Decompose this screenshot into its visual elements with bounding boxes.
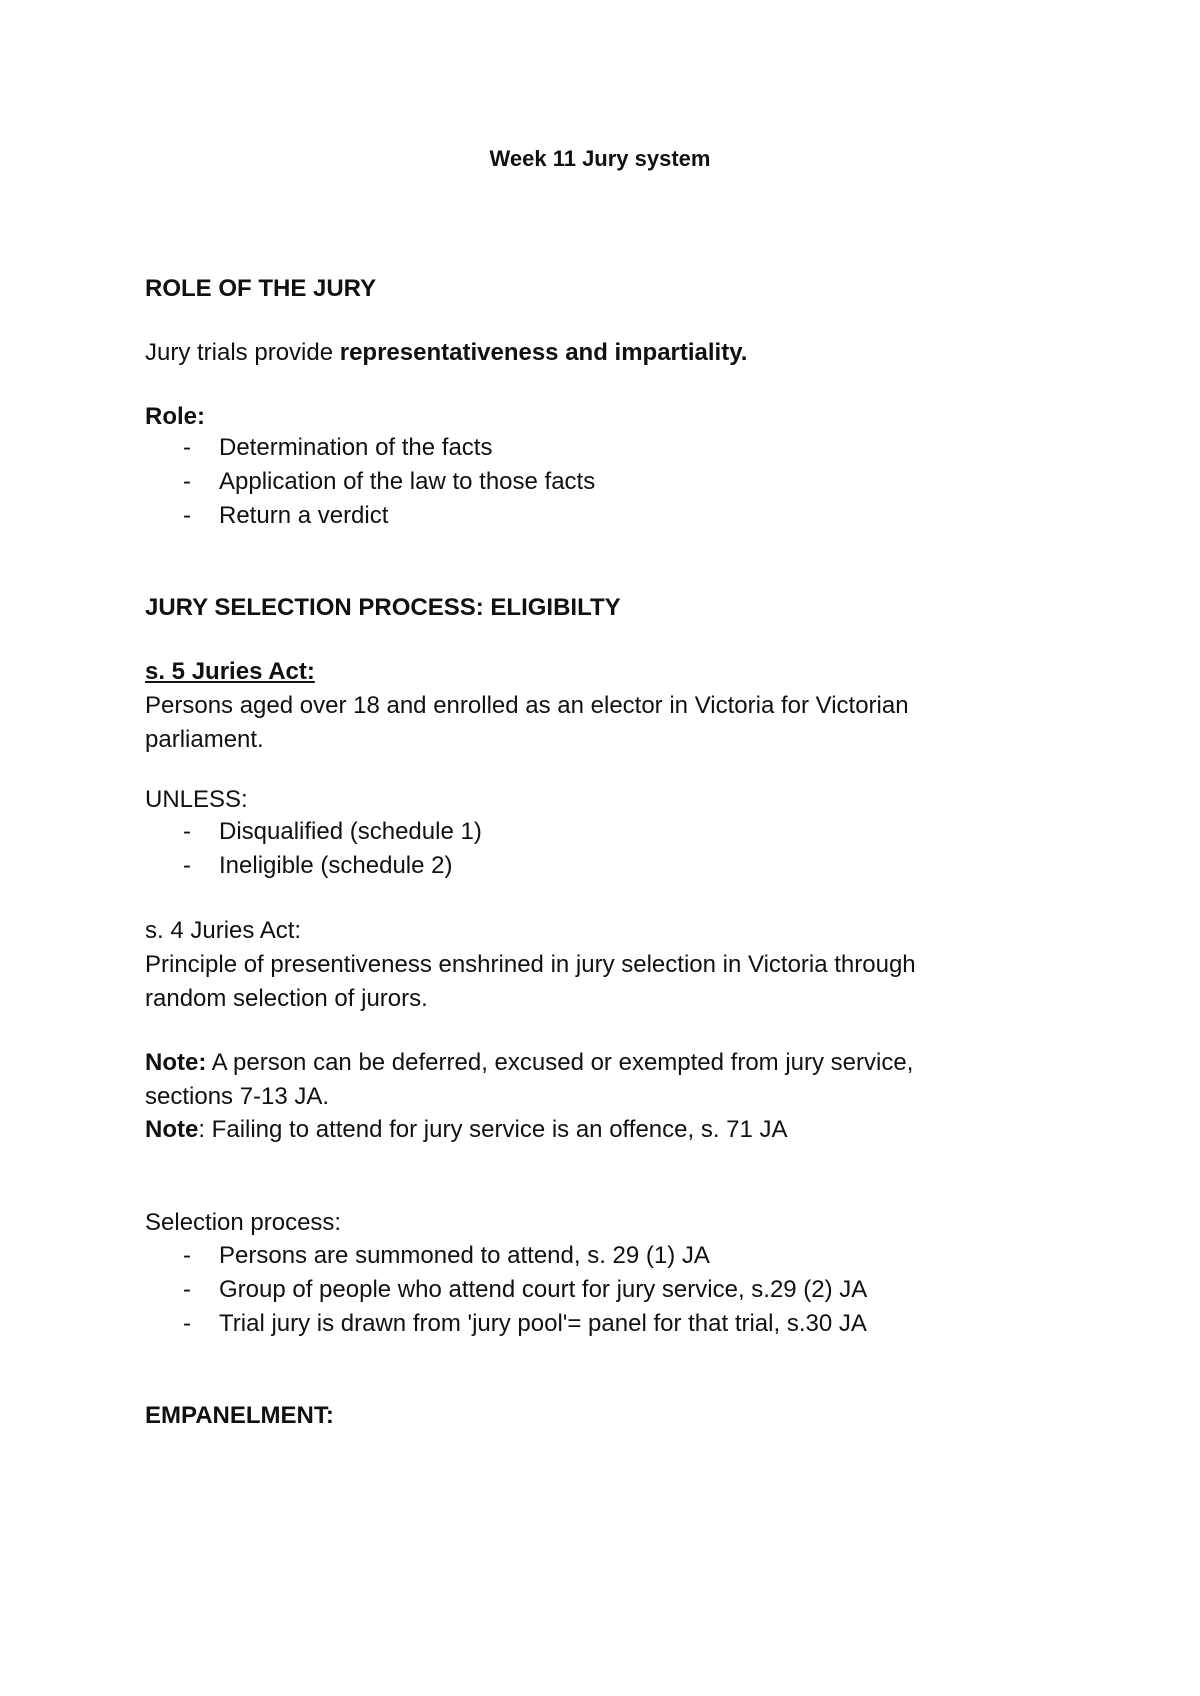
role-bullet: Return a verdict: [219, 502, 389, 529]
bullet-dash: -: [183, 502, 191, 529]
s5-heading: s. 5 Juries Act:: [145, 658, 315, 685]
bullet-dash: -: [183, 818, 191, 845]
s4-heading: s. 4 Juries Act:: [145, 917, 302, 944]
unless-label: UNLESS:: [145, 786, 248, 813]
note-1-line2: sections 7-13 JA.: [145, 1083, 330, 1110]
bullet-dash: -: [183, 1242, 191, 1269]
bullet-dash: -: [183, 434, 191, 461]
note-2: [145, 1115, 788, 1145]
role-bullet: Determination of the facts: [219, 434, 493, 461]
page-title: Week 11 Jury system: [489, 146, 711, 171]
s5-text-line2: parliament.: [145, 726, 264, 753]
s4-text-line2: random selection of jurors.: [145, 985, 428, 1012]
role-intro: [145, 338, 747, 368]
bullet-dash: -: [183, 468, 191, 495]
process-label: Selection process:: [145, 1209, 342, 1236]
role-heading: ROLE OF THE JURY: [145, 275, 377, 302]
note-2-text: : Failing to attend for jury service is an offence, s. 71 JA: [198, 1116, 788, 1143]
process-bullet: Persons are summoned to attend, s. 29 (1) JA: [219, 1242, 710, 1269]
note-2-label: Note: [145, 1116, 199, 1143]
unless-bullet: Disqualified (schedule 1): [219, 818, 482, 845]
note-1-label: Note:: [145, 1049, 207, 1076]
s5-text-line1: Persons aged over 18 and enrolled as an elector in Victoria for Victorian: [145, 692, 909, 719]
bullet-dash: -: [183, 852, 191, 879]
role-bullet: Application of the law to those facts: [219, 468, 596, 495]
process-bullet: Group of people who attend court for jury service, s.29 (2) JA: [219, 1276, 868, 1303]
role-label: Role:: [145, 403, 205, 430]
s4-text-line1: Principle of presentiveness enshrined in jury selection in Victoria through: [145, 951, 916, 978]
note-1-text: A person can be deferred, excused or exempted from jury service,: [206, 1049, 914, 1076]
process-bullet: Trial jury is drawn from 'jury pool'= panel for that trial, s.30 JA: [219, 1310, 867, 1337]
note-1: [145, 1048, 913, 1078]
role-intro-plain: Jury trials provide: [145, 339, 340, 366]
empanelment-heading: EMPANELMENT:: [145, 1402, 334, 1429]
bullet-dash: -: [183, 1276, 191, 1303]
unless-bullet: Ineligible (schedule 2): [219, 852, 453, 879]
selection-heading: JURY SELECTION PROCESS: ELIGIBILTY: [145, 594, 621, 621]
bullet-dash: -: [183, 1310, 191, 1337]
role-intro-bold: representativeness and impartiality.: [339, 339, 748, 366]
